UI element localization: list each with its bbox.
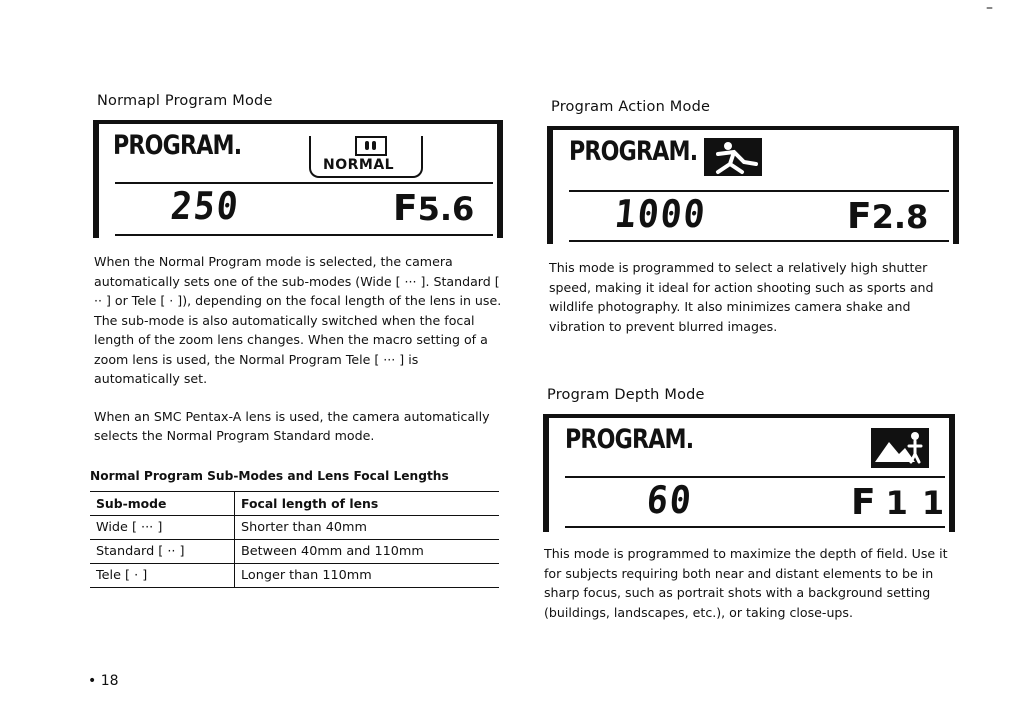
normal-submode-indicator: [309, 136, 423, 178]
table-row: [90, 540, 499, 564]
action-description: [549, 258, 961, 354]
table-header-submode: Sub-mode: [90, 492, 235, 516]
normal-paragraph-1: When the Normal Program mode is selected, the camera automatically sets one of the sub-modes (Wide [ ··· ]. Standard [ ·· ] or Tele [ · ]), depending on the focal length of the lens in use. The sub-mode is also automatically switched when the focal length of the zoom lens changes. When the macro setting of a zoom lens is used, the Normal Program Tele [ ··· ] is automatically set.: [94, 254, 502, 386]
table-cell: Shorter than 40mm: [241, 520, 367, 535]
normal-lcd-panel: [93, 120, 503, 238]
standard-lens-icon: [355, 136, 387, 156]
running-figure-icon: [704, 138, 762, 176]
page-number: • 18: [88, 673, 119, 689]
depth-aperture-f: F: [851, 482, 876, 523]
action-lcd-shutter: 1000: [612, 192, 709, 236]
table-cell: Standard [ ·· ]: [90, 540, 235, 564]
normal-submode-label: NORMAL: [323, 157, 395, 173]
depth-description: [544, 544, 956, 640]
table-header-row: [90, 492, 499, 516]
table-header-focal: Focal length of lens: [241, 496, 379, 511]
depth-lcd-shutter: 60: [644, 478, 695, 522]
normal-lcd-aperture: [393, 188, 474, 229]
mountain-figure-icon: [871, 428, 929, 468]
depth-mode-heading: Program Depth Mode: [547, 387, 705, 403]
depth-paragraph: This mode is programmed to maximize the depth of field. Use it for subjects requiring both near and distant elements to be in sharp focus, such as portrait shots with a background setting (buildings, landscapes, etc.), or taking close-ups.: [544, 546, 948, 620]
action-lcd-panel: [547, 126, 959, 244]
normal-description: [94, 252, 508, 464]
normal-paragraph-2: When an SMC Pentax-A lens is used, the camera automatically selects the Normal Program Standard mode.: [94, 408, 490, 443]
normal-lcd-shutter: 250: [168, 184, 242, 228]
action-lcd-program-label: PROGRAM.: [569, 136, 698, 167]
action-lcd-aperture: [847, 196, 928, 237]
normal-aperture-value: 5.6: [417, 190, 475, 228]
table-row: [90, 516, 499, 540]
normal-lcd-program-label: PROGRAM.: [113, 130, 242, 161]
submode-table: [90, 491, 499, 588]
table-cell: Between 40mm and 110mm: [241, 544, 424, 559]
normal-mode-heading: Normapl Program Mode: [97, 93, 273, 109]
depth-lcd-aperture: [851, 482, 958, 523]
submode-table-title: Normal Program Sub-Modes and Lens Focal Lengths: [90, 469, 449, 483]
action-aperture-value: 2.8: [871, 198, 929, 236]
depth-aperture-value: 11: [885, 484, 959, 522]
action-aperture-f: F: [847, 196, 872, 237]
depth-lcd-panel: [543, 414, 959, 532]
normal-aperture-f: F: [393, 188, 418, 229]
table-cell: Wide [ ··· ]: [90, 516, 235, 540]
depth-lcd-program-label: PROGRAM.: [565, 424, 694, 455]
action-paragraph: This mode is programmed to select a relatively high shutter speed, making it ideal for action shooting such as sports and wildlife photography. It also minimizes camera shake and vibration to prevent blurred images.: [549, 260, 934, 334]
corner-mark: –: [986, 0, 993, 16]
action-mode-heading: Program Action Mode: [551, 99, 711, 115]
table-row: [90, 564, 499, 588]
table-cell: Tele [ · ]: [90, 564, 235, 588]
table-cell: Longer than 110mm: [241, 568, 372, 583]
